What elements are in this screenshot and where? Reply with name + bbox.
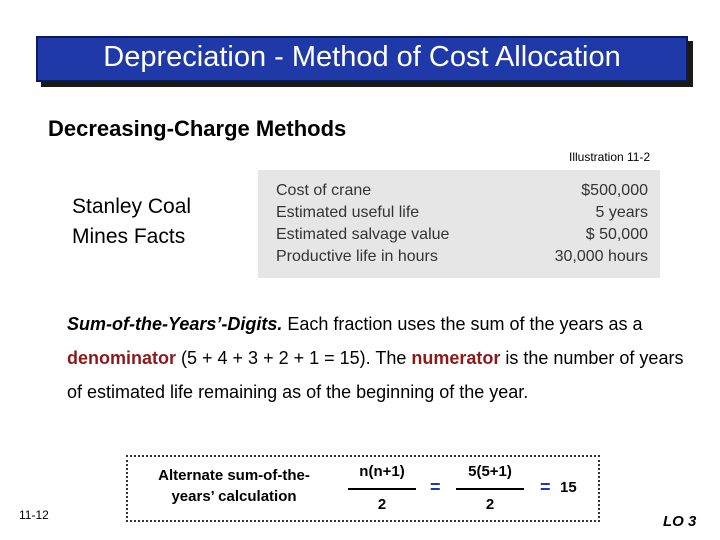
- facts-row: [276, 182, 648, 202]
- method-term: Sum-of-the-Years’-Digits.: [67, 314, 283, 334]
- calculation-label-line2: years’ calculation: [171, 488, 297, 505]
- fraction-numerator: n(n+1): [359, 463, 405, 480]
- slide-title: Depreciation - Method of Cost Allocation: [103, 41, 621, 73]
- title-banner: [36, 36, 688, 82]
- equals-sign: =: [430, 477, 441, 497]
- fraction-denominator: 2: [485, 496, 495, 513]
- slide-number: 11-12: [19, 508, 49, 522]
- fact-value: $ 50,000: [585, 226, 648, 243]
- fact-value: $500,000: [581, 182, 648, 199]
- fact-value: 30,000 hours: [554, 248, 648, 265]
- calculation-label-line1: Alternate sum-of-the-: [158, 467, 310, 484]
- facts-row: [276, 248, 648, 268]
- facts-row: [276, 226, 648, 246]
- illustration-label: Illustration 11-2: [569, 150, 651, 164]
- fraction-numerator: 5(5+1): [468, 463, 512, 480]
- numerator-term: numerator: [411, 348, 501, 368]
- fact-value: 5 years: [595, 204, 648, 221]
- calculation-result: 15: [560, 479, 577, 496]
- fact-label: Cost of crane: [276, 182, 372, 199]
- fact-label: Productive life in hours: [276, 248, 438, 265]
- facts-table: [258, 170, 660, 278]
- facts-label-line1: Stanley Coal: [72, 195, 192, 218]
- equals-sign: =: [540, 477, 551, 497]
- calculation-box: [126, 455, 600, 522]
- denominator-term: denominator: [67, 348, 177, 368]
- fraction-bar: [348, 488, 416, 490]
- explanation-paragraph: [67, 307, 697, 409]
- fraction-formula: [348, 463, 416, 513]
- facts-row: [276, 204, 648, 224]
- facts-label-line2: Mines Facts: [72, 225, 186, 248]
- paragraph-text: (5 + 4 + 3 + 2 + 1 = 15). The: [176, 348, 412, 368]
- paragraph-text: Each fraction uses the sum of the years as a: [282, 314, 643, 334]
- fact-label: Estimated salvage value: [276, 226, 450, 243]
- calculation-label: [136, 465, 332, 507]
- fact-label: Estimated useful life: [276, 204, 420, 221]
- learning-objective: LO 3: [663, 513, 697, 530]
- paragraph-text: is the number of years of estimated life remaining as of the beginning of the year.: [67, 348, 684, 402]
- fraction-bar: [456, 488, 524, 490]
- facts-label: [72, 192, 191, 252]
- section-heading: Decreasing-Charge Methods: [48, 116, 347, 141]
- fraction-example: [456, 463, 524, 513]
- fraction-denominator: 2: [377, 496, 387, 513]
